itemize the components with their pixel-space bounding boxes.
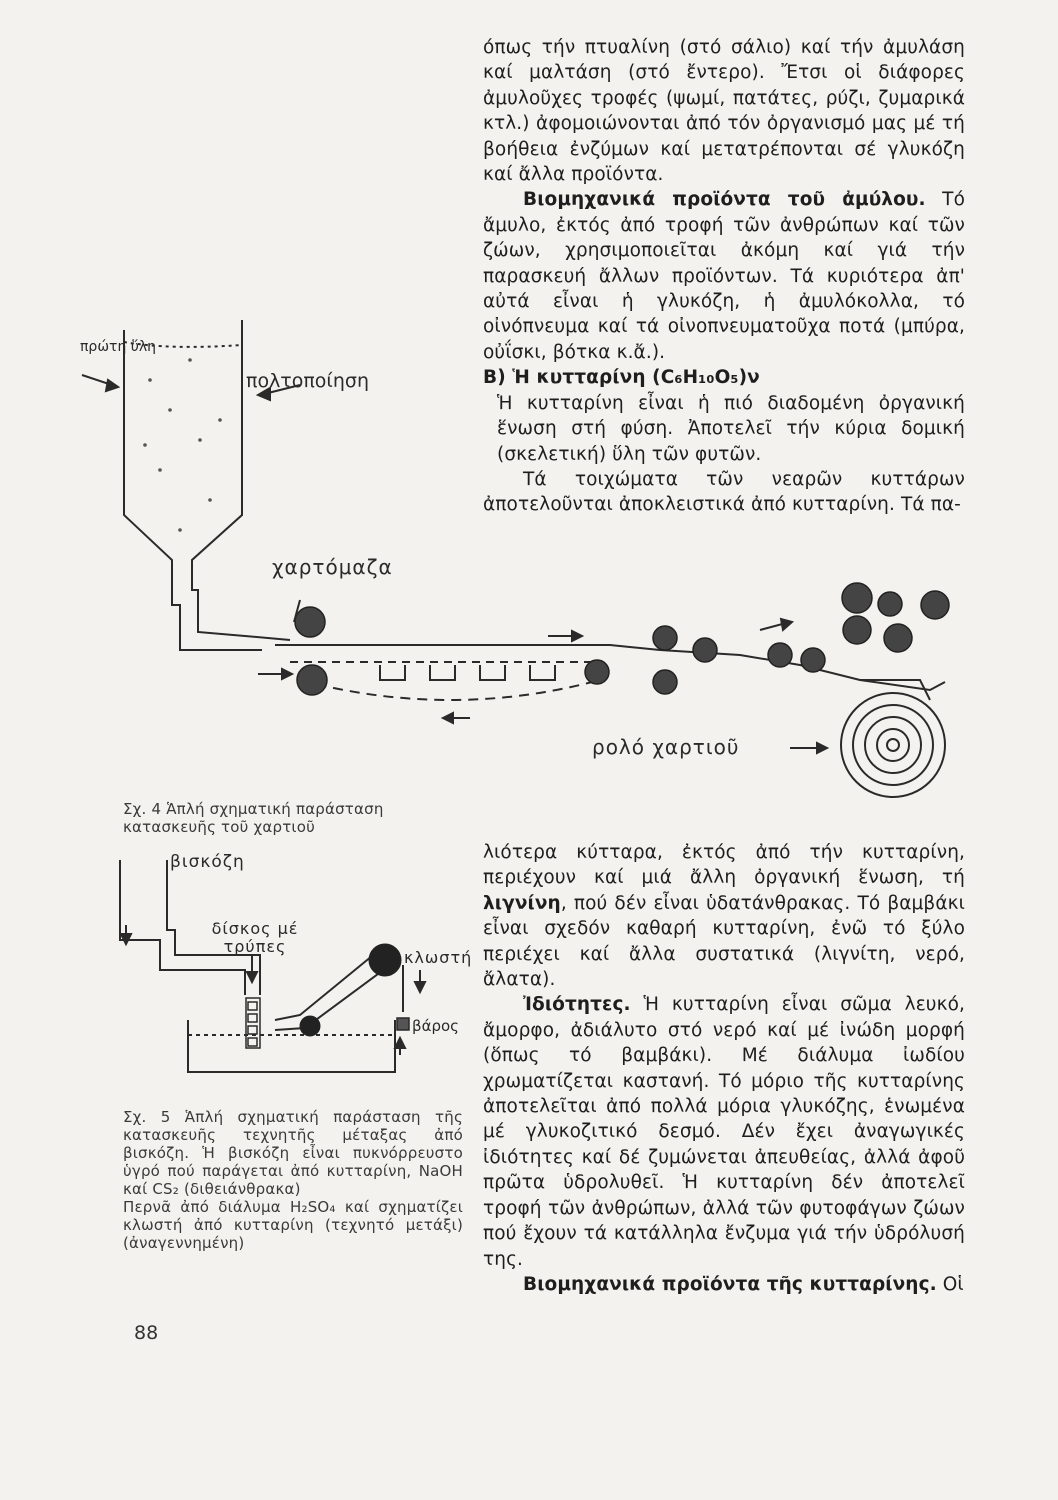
figure-artificial-silk <box>0 830 483 1110</box>
paragraph-text: λιότερα κύτταρα, ἐκτός ἀπό τήν κυτταρίνη, περιέχουν καί μιά ἄλλη ὀργανική ἕνωση, τή <box>483 842 965 889</box>
paragraph-text: όπως τήν πτυαλίνη (στό σάλιο) καί τήν ἀμυλάση καί μαλτάση (στό ἔντερο). Ἔτσι οἱ διάφορες ἀμυλοῦχες τροφές (ψωμί, πατάτες, ρύζι, ζυμαρικά κτλ.) ἀφομοιώνονται ἀπό τόν ὀργανισμό μας μέ τή βοήθεια ἐνζύμων καί μετατρέπονται σέ γλυκόζη καί ἄλλα προϊόντα. <box>483 37 965 186</box>
label-raw-material: πρώτη ὕλη <box>80 339 157 355</box>
paragraph <box>483 992 965 1271</box>
label-paper-roll: ρολό χαρτιοῦ <box>592 735 740 759</box>
figure5-caption-text: Σχ. 5 Ἁπλή σχηματική παράσταση τῆς κατασκευῆς τεχνητῆς μέταξας ἀπό βισκόζη. Ἡ βισκόζη εἶναι πυκνόρρευστο ὑγρό πού παράγεται ἀπό κυτταρίνη, NaOH καί CS₂ (διθειάνθρακα) <box>123 1108 463 1198</box>
label-thread: κλωστή <box>404 948 473 967</box>
text-column-bottom <box>483 840 965 1297</box>
paragraph-text: Τά τοιχώματα τῶν νεαρῶν κυττάρων ἀποτελοῦνται ἀποκλειστικά ἀπό κυτταρίνη. Τά πα- <box>483 468 965 516</box>
page-number: 88 <box>134 1322 159 1344</box>
paragraph-text: Τό ἄμυλο, ἐκτός ἀπό τροφή τῶν ἀνθρώπων καί τῶν ζώων, χρησιμοποιεῖται ἀκόμη καί γιά τήν παρασκευή ἄλλων προϊόντων. Τά κυριότερα ἀπ' αὐτά εἶναι ἡ γλυκόζη, ἡ ἀμυλόκολλα, τό οἰνόπνευμα καί τά οἰνοπνευματοῦχα ποτά (μπύρα, οὐΐσκι, βότκα κ.ἄ.). <box>483 189 965 363</box>
paragraph-heading: Ἰδιότητες. <box>523 994 631 1016</box>
paragraph-heading: Βιομηχανικά προϊόντα τοῦ ἀμύλου. <box>523 189 926 211</box>
paragraph-heading: Βιομηχανικά προϊόντα τῆς κυτταρίνης. <box>523 1273 937 1295</box>
paragraph-text: Ἡ κυτταρίνη εἶναι σῶμα λευκό, ἄμορφο, ἀδιάλυτο στό νερό καί μέ ἰνώδη μορφή (ὅπως τό βαμβάκι). Μέ διάλυμα ἰωδίου χρωματίζεται καστανή. Τό μόριο τῆς κυτταρίνης ἀποτελεῖται ἀπό πολλά μόρια γλυκόζης, ἑνωμένα μέ γλυκοζιτικό δεσμό. Δέν ἔχει ἀναγωγικές ἰδιότητες καί δέ ζυμώνεται ἀπευθείας, ἀλλά ἀφοῦ πρῶτα ὑδρολυθεῖ. Ἡ κυτταρίνη δέν ἀποτελεῖ τροφή τῶν ἀνθρώπων, ἀλλά τῶν φυτοφάγων ζώων πού ἔχουν τά κατάλληλα ἔνζυμα γιά τήν ὑδρόλυσή της. <box>483 994 965 1270</box>
term-bold: λιγνίνη <box>483 892 561 914</box>
paragraph <box>483 1272 965 1297</box>
label-perforated-disc: δίσκος μέ τρύπες <box>211 919 299 956</box>
label-pulping: πολτοποίηση <box>246 370 369 392</box>
figure5-caption-text-2: Περνᾶ ἀπό διάλυμα H₂SO₄ καί σχηματίζει κλωστή ἀπό κυτταρίνη (τεχνητό μετάξι) (ἀναγεννημένη) <box>123 1198 463 1252</box>
figure5-caption <box>123 1108 463 1252</box>
label-viscose: βισκόζη <box>170 852 245 872</box>
paragraph-text: Οἱ <box>936 1273 964 1295</box>
label-weight: βάρος <box>412 1017 459 1035</box>
section-title: Β) Ἡ κυτταρίνη (C₆H₁₀O₅)ν <box>483 367 760 389</box>
paragraph-text: , πού δέν εἶναι ὑδατάνθρακας. Τό βαμβάκι εἶναι σχεδόν καθαρή κυτταρίνη, ἐνῶ τό ξύλο περιέχει καί ἄλλα συστατικά (λιγνίτη, νερό, ἄλατα). <box>483 892 965 991</box>
figure4-caption: Σχ. 4 Ἁπλή σχηματική παράσταση κατασκευῆς τοῦ χαρτιοῦ <box>123 800 384 836</box>
paragraph <box>483 840 965 992</box>
paragraph-text: Ἡ κυτταρίνη εἶναι ἡ πιό διαδομένη ὀργανική ἕνωση στή φύση. Ἀποτελεῖ τήν κύρια δομική (σκελετική) ὕλη τῶν φυτῶν. <box>497 392 965 465</box>
label-paper-pulp: χαρτόμαζα <box>272 555 393 579</box>
